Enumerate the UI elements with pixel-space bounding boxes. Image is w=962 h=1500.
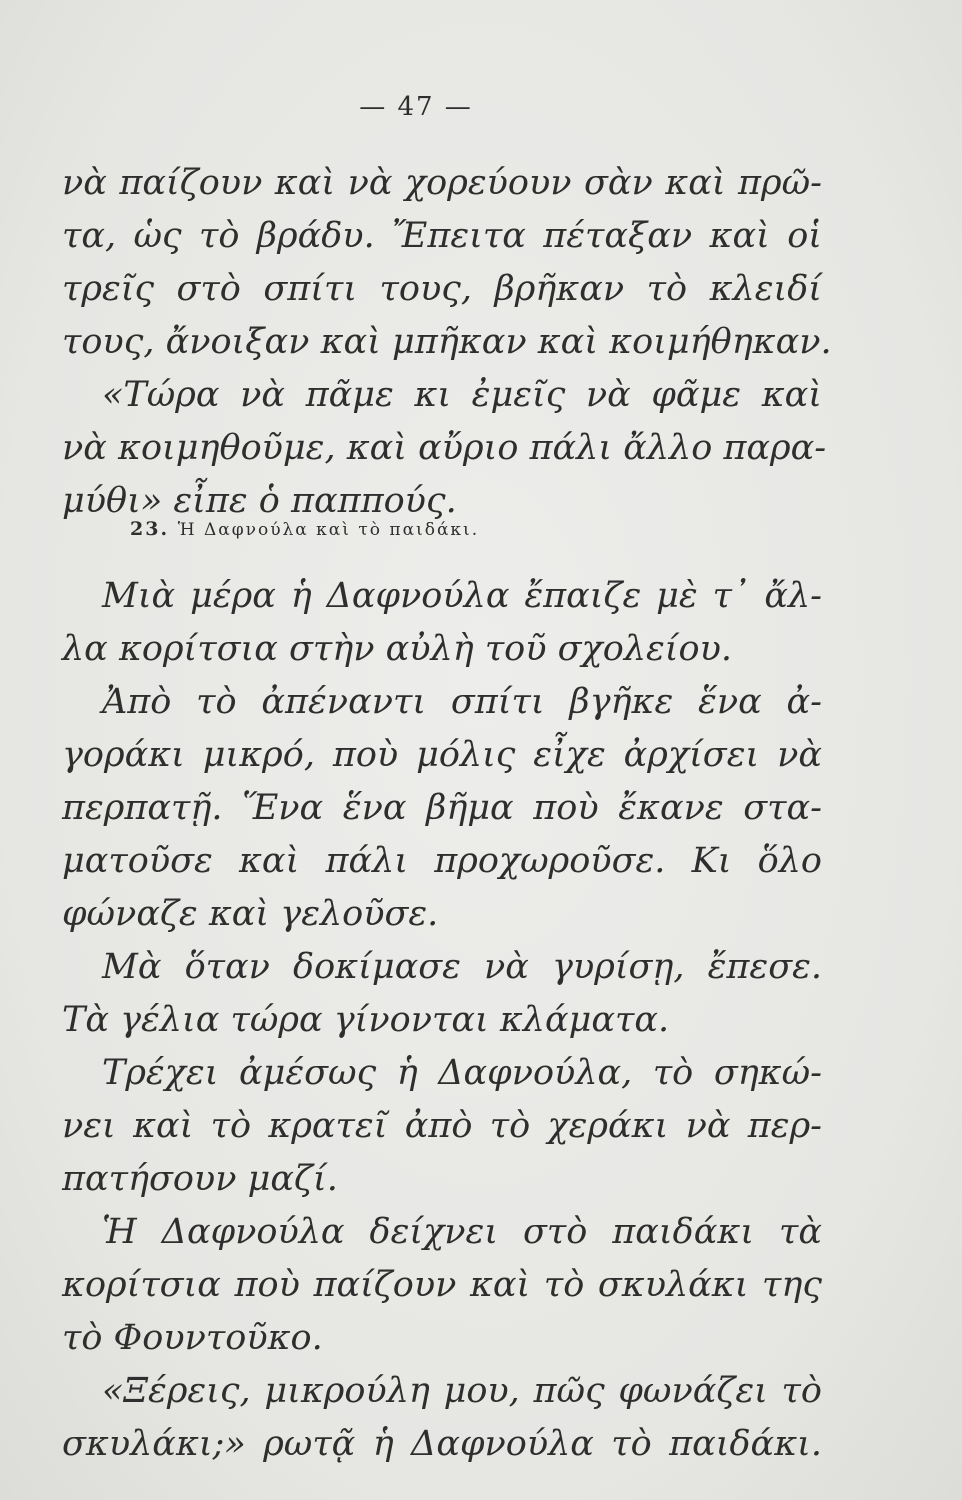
- page-number: — 47 —: [359, 92, 473, 122]
- section-number: 23.: [130, 518, 170, 540]
- text-line: Τὰ γέλια τώρα γίνονται κλάματα.: [62, 1000, 670, 1040]
- text-line: τους, ἄνοιξαν καὶ μπῆκαν καὶ κοιμήθηκαν.: [62, 322, 832, 362]
- text-line: τρεῖς στὸ σπίτι τους, βρῆκαν τὸ κλειδί: [62, 269, 822, 309]
- text-line: Μιὰ μέρα ἡ Δαφνούλα ἔπαιζε μὲ τ᾽ ἄλ-: [102, 576, 822, 616]
- text-line: Ἡ Δαφνούλα δείχνει στὸ παιδάκι τὰ: [102, 1212, 822, 1252]
- text-line: σκυλάκι;» ρωτᾷ ἡ Δαφνούλα τὸ παιδάκι.: [62, 1424, 822, 1464]
- text-line: Ἀπὸ τὸ ἀπέναντι σπίτι βγῆκε ἕνα ἀ-: [102, 682, 822, 722]
- text-line: φώναζε καὶ γελοῦσε.: [62, 894, 439, 934]
- text-line: νει καὶ τὸ κρατεῖ ἀπὸ τὸ χεράκι νὰ περ-: [62, 1106, 822, 1146]
- text-line: νὰ παίζουν καὶ νὰ χορεύουν σὰν καὶ πρῶ-: [62, 163, 822, 203]
- text-line: λα κορίτσια στὴν αὐλὴ τοῦ σχολείου.: [62, 629, 732, 669]
- section-heading: [130, 518, 479, 540]
- text-line: τα, ὡς τὸ βράδυ. Ἔπειτα πέταξαν καὶ οἱ: [62, 216, 822, 256]
- paragraph-1: [62, 157, 832, 528]
- text-line: περπατῇ. Ἕνα ἕνα βῆμα ποὺ ἔκανε στα-: [62, 788, 822, 828]
- text-line: γοράκι μικρό, ποὺ μόλις εἶχε ἀρχίσει νὰ: [62, 735, 822, 775]
- text-line: Μὰ ὅταν δοκίμασε νὰ γυρίσῃ, ἔπεσε.: [102, 947, 822, 987]
- text-line: νὰ κοιμηθοῦμε, καὶ αὔριο πάλι ἄλλο παρα-: [62, 428, 827, 468]
- paragraph-2: [62, 570, 822, 1471]
- text-line: μύθι» εἶπε ὁ παππούς.: [62, 481, 457, 521]
- text-line: ματοῦσε καὶ πάλι προχωροῦσε. Κι ὅλο: [62, 841, 822, 881]
- text-line: «Ξέρεις, μικρούλη μου, πῶς φωνάζει τὸ: [102, 1371, 822, 1411]
- text-line: πατήσουν μαζί.: [62, 1159, 338, 1199]
- text-line: «Τώρα νὰ πᾶμε κι ἐμεῖς νὰ φᾶμε καὶ: [102, 375, 822, 415]
- text-line: Τρέχει ἀμέσως ἡ Δαφνούλα, τὸ σηκώ-: [102, 1053, 822, 1093]
- section-title: Ἡ Δαφνούλα καὶ τὸ παιδάκι.: [177, 520, 480, 540]
- text-line: τὸ Φουντοῦκο.: [62, 1318, 323, 1358]
- text-line: κορίτσια ποὺ παίζουν καὶ τὸ σκυλάκι της: [62, 1265, 822, 1305]
